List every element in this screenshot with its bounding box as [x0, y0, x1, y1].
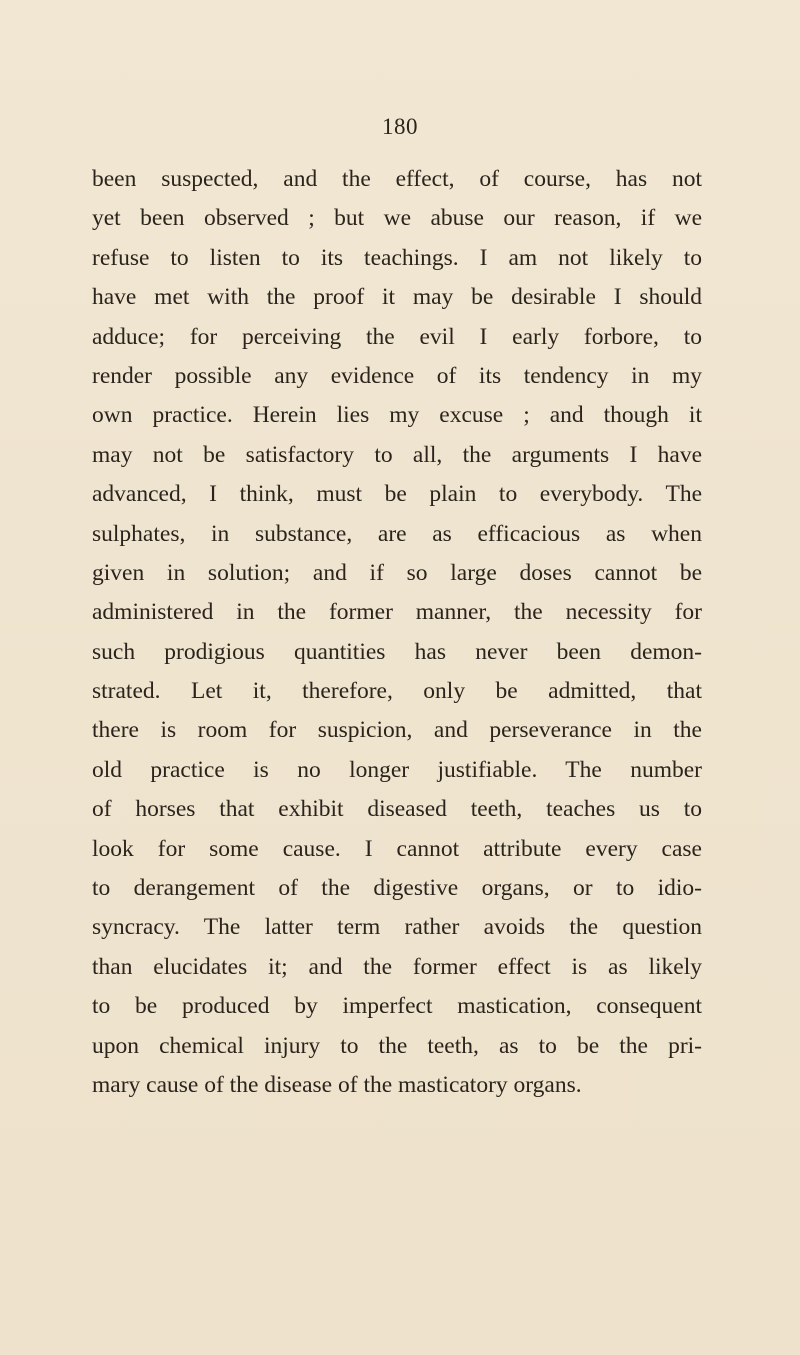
- text-line: than elucidates it; and the former effect is as likely: [92, 953, 702, 980]
- text-line: render possible any evidence of its tendency in my: [92, 362, 702, 389]
- text-line: there is room for suspicion, and perseverance in the: [92, 717, 702, 744]
- text-line: such prodigious quantities has never been demon-: [92, 638, 702, 665]
- text-line: upon chemical injury to the teeth, as to be the pri-: [92, 1032, 702, 1059]
- text-line: refuse to listen to its teachings. I am not likely to: [92, 244, 702, 271]
- body-text: [92, 160, 702, 1105]
- text-line: old practice is no longer justifiable. The number: [92, 756, 702, 783]
- text-line: strated. Let it, therefore, only be admitted, that: [92, 678, 702, 705]
- text-line: mary cause of the disease of the masticatory organs.: [92, 1071, 582, 1098]
- text-line: yet been observed ; but we abuse our reason, if we: [92, 205, 702, 232]
- text-line: advanced, I think, must be plain to everybody. The: [92, 481, 702, 508]
- text-line: of horses that exhibit diseased teeth, teaches us to: [92, 796, 702, 823]
- page-number: 180: [382, 114, 418, 139]
- text-line: look for some cause. I cannot attribute every case: [92, 835, 702, 862]
- text-line: to be produced by imperfect mastication, consequent: [92, 993, 702, 1020]
- text-line: may not be satisfactory to all, the arguments I have: [92, 441, 702, 468]
- text-line: to derangement of the digestive organs, or to idio-: [92, 875, 702, 902]
- text-line: sulphates, in substance, are as efficacious as when: [92, 520, 702, 547]
- text-line: own practice. Herein lies my excuse ; and though it: [92, 402, 702, 429]
- text-line: given in solution; and if so large doses cannot be: [92, 559, 702, 586]
- text-line: have met with the proof it may be desirable I should: [92, 284, 702, 311]
- text-line: been suspected, and the effect, of course, has not: [92, 166, 702, 192]
- text-line: adduce; for perceiving the evil I early forbore, to: [92, 323, 702, 350]
- text-line: syncracy. The latter term rather avoids the question: [92, 914, 702, 941]
- text-line: administered in the former manner, the necessity for: [92, 599, 702, 626]
